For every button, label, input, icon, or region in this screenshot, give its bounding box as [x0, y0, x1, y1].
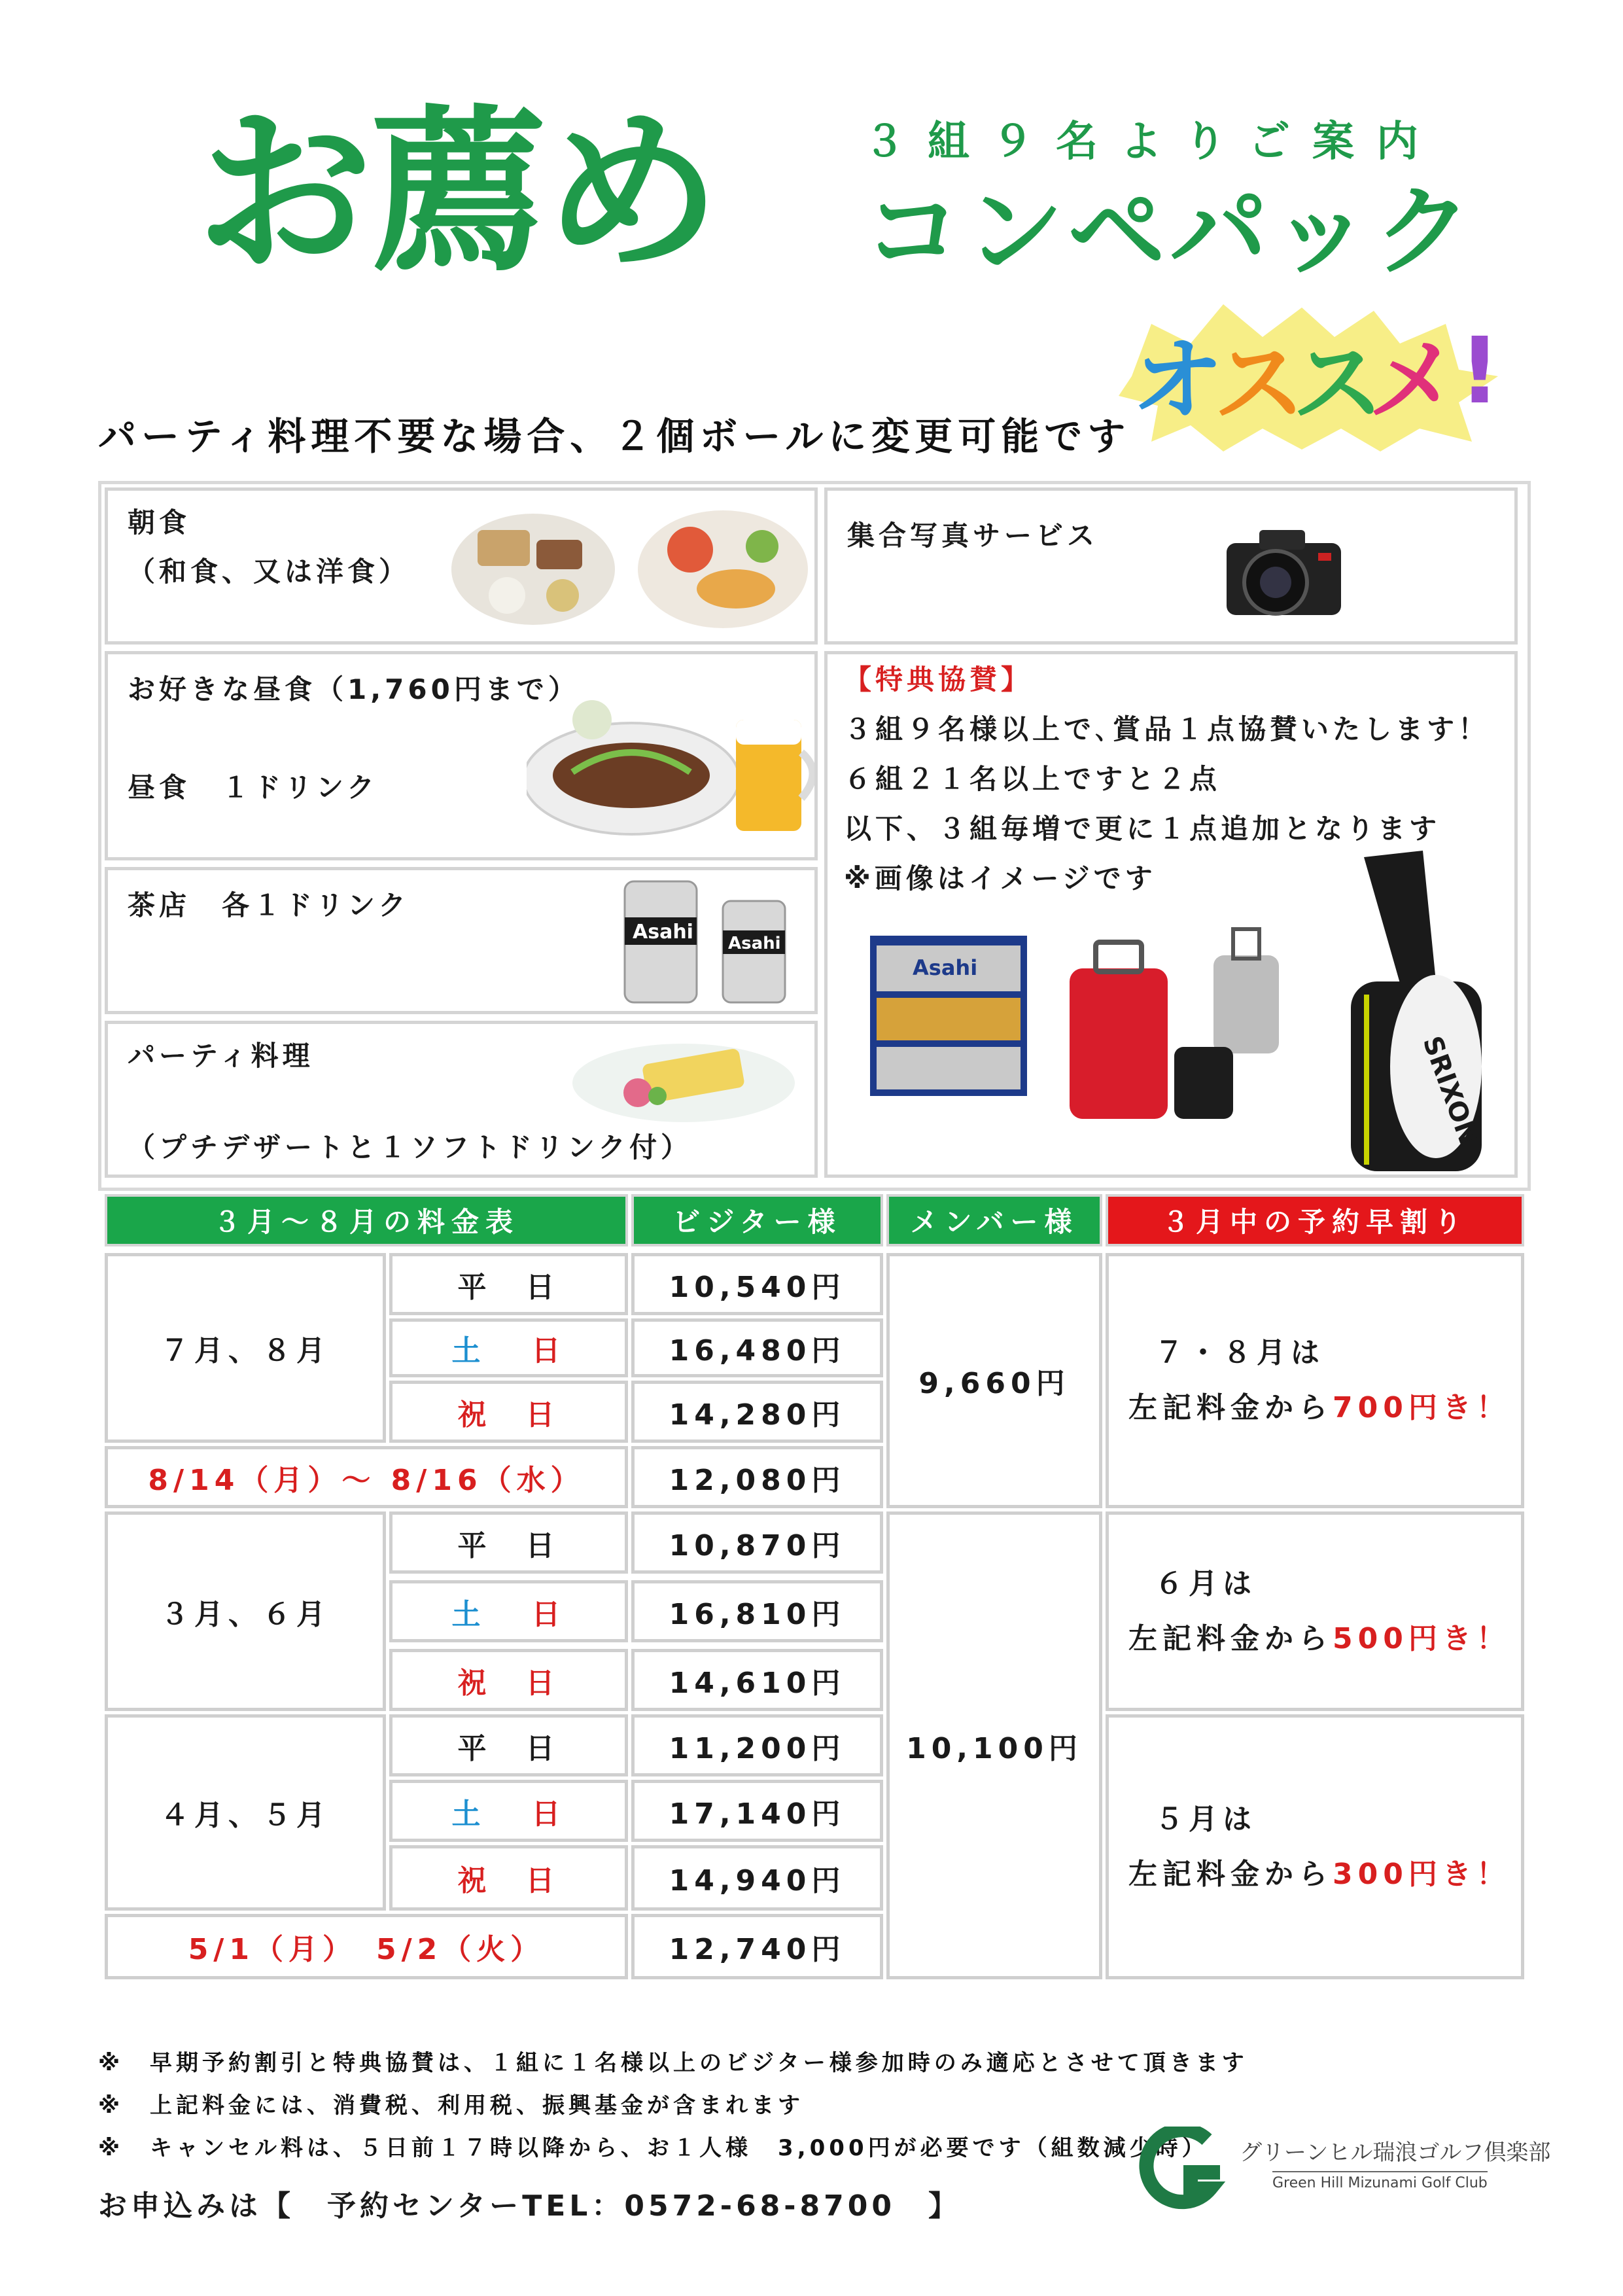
reservation-contact: お申込みは【 予約センターTEL：0572-68-8700 】 — [98, 2189, 962, 2223]
member-price-g23: 10,100円 — [886, 1511, 1102, 1979]
beer-cans-icon — [612, 878, 801, 1009]
price-weekday-g2: 10,870円 — [631, 1511, 883, 1574]
price-saturday-g3: 17,140円 — [631, 1780, 883, 1842]
months-apr-may: ４月、５月 — [105, 1714, 386, 1911]
photo-service-label: 集合写真サービス — [847, 520, 1099, 552]
header-visitor: ビジター様 — [631, 1194, 883, 1246]
lunch-panel — [105, 651, 818, 860]
early-g2-line1: ６月は — [1155, 1566, 1257, 1600]
early-discount-g1 — [1106, 1253, 1524, 1508]
party-note: （プチデザートと１ソフトドリンク付） — [128, 1131, 693, 1163]
breakfast-note: （和食、又は洋食） — [128, 556, 411, 588]
page-title: お薦め — [196, 90, 718, 296]
early-g3-line2: 左記料金から300円き！ — [1128, 1857, 1510, 1891]
months-mar-jun: ３月、６月 — [105, 1511, 386, 1711]
member-price-g1: 9,660円 — [886, 1253, 1102, 1508]
breakfast-photo-icon — [448, 504, 814, 635]
svg-text:ス: ス — [1292, 331, 1384, 438]
holiday-label-g2: 祝 日 — [389, 1649, 628, 1711]
sponsor-line-2: ６組２１名以上ですと２点 — [844, 763, 1221, 795]
note-early-discount: ※ 早期予約割引と特典協賛は、１組に１名様以上のビジター様参加時のみ適応とさせて頂きます — [98, 2050, 1248, 2076]
club-name-en: Green Hill Mizunami Golf Club — [1272, 2171, 1488, 2191]
weekday-label-g2: 平 日 — [389, 1511, 628, 1574]
saturday-label-g1: 土 日 — [389, 1318, 628, 1377]
party-label: パーティ料理 — [128, 1040, 314, 1072]
early-g1-line1: ７・８月は — [1155, 1336, 1325, 1370]
early-g3-line1: ５月は — [1155, 1802, 1257, 1836]
suitcases-icon — [1056, 916, 1292, 1125]
early-discount-g3 — [1106, 1714, 1524, 1979]
camera-icon — [1220, 517, 1351, 622]
lunch-photo-icon — [527, 694, 814, 851]
sponsor-line-3: 以下、３組毎増で更に１点追加となります — [844, 813, 1441, 845]
lunch-drink-label: 昼食 １ドリンク — [128, 771, 379, 804]
price-special-may: 12,740円 — [631, 1914, 883, 1979]
price-weekday-g3: 11,200円 — [631, 1714, 883, 1776]
teahouse-panel — [105, 867, 818, 1014]
dessert-photo-icon — [566, 1031, 801, 1129]
photo-service-panel — [824, 487, 1518, 645]
note-cancellation: ※ キャンセル料は、５日前１７時以降から、お１人様 3,000円が必要です（組数減少時） — [98, 2135, 1208, 2161]
price-saturday-g2: 16,810円 — [631, 1580, 883, 1642]
svg-text:メ: メ — [1367, 328, 1459, 434]
price-holiday-g3: 14,940円 — [631, 1845, 883, 1911]
early-discount-g2 — [1106, 1511, 1524, 1711]
months-jul-aug: ７月、８月 — [105, 1253, 386, 1443]
sponsor-title: 【特典協賛】 — [844, 663, 1033, 696]
group-min-note: ３組９名よりご案内 — [864, 118, 1440, 166]
special-dates-aug: 8/14（月）～ 8/16（水） — [105, 1446, 628, 1508]
price-holiday-g2: 14,610円 — [631, 1649, 883, 1711]
asahi-logo-2: Asahi — [728, 934, 781, 953]
weekday-label-g3: 平 日 — [389, 1714, 628, 1776]
teahouse-label: 茶店 各１ドリンク — [128, 889, 410, 921]
early-g2-line2: 左記料金から500円き！ — [1128, 1621, 1510, 1655]
saturday-label-g3: 土 日 — [389, 1780, 628, 1842]
club-logo-icon — [1128, 2127, 1233, 2212]
price-saturday-g1: 16,480円 — [631, 1318, 883, 1377]
holiday-label-g1: 祝 日 — [389, 1381, 628, 1443]
party-panel — [105, 1021, 818, 1178]
asahi-logo-1: Asahi — [633, 921, 693, 944]
sponsor-line-4: ※画像はイメージです — [844, 862, 1157, 894]
header-price-table: ３月～８月の料金表 — [105, 1194, 628, 1246]
special-dates-may: 5/1（月） 5/2（火） — [105, 1914, 628, 1979]
sponsor-panel — [824, 651, 1518, 1178]
golf-bag-icon — [1325, 851, 1508, 1178]
breakfast-panel — [105, 487, 818, 645]
lunch-label: お好きな昼食（1,760円まで） — [128, 673, 580, 705]
header-member: メンバー様 — [886, 1194, 1102, 1246]
note-taxes: ※ 上記料金には、消費税、利用税、振興基金が含まれます — [98, 2093, 805, 2119]
svg-text:ス: ス — [1213, 331, 1306, 438]
lead-note: パーティ料理不要な場合、２個ボールに変更可能です — [98, 414, 1131, 459]
sponsor-line-1: ３組９名様以上で､賞品１点協賛いたします！ — [844, 713, 1490, 745]
early-g1-line2: 左記料金から700円き！ — [1128, 1391, 1510, 1424]
svg-text:オ: オ — [1132, 328, 1224, 434]
price-holiday-g1: 14,280円 — [631, 1381, 883, 1443]
osusume-badge — [1106, 298, 1511, 455]
club-name-jp: グリーンヒル瑞浪ゴルフ倶楽部 — [1240, 2140, 1551, 2166]
saturday-label-g2: 土 日 — [389, 1580, 628, 1642]
price-weekday-g1: 10,540円 — [631, 1253, 883, 1315]
breakfast-title: 朝食 — [128, 506, 191, 539]
svg-text:!: ! — [1459, 318, 1501, 425]
package-title: コンペパック — [864, 175, 1476, 289]
price-special-aug: 12,080円 — [631, 1446, 883, 1508]
weekday-label-g1: 平 日 — [389, 1253, 628, 1315]
beer-gift-set-icon — [867, 929, 1030, 1099]
srixon-logo: SRIXON — [1416, 1032, 1484, 1148]
gift-asahi-logo: Asahi — [913, 955, 978, 980]
holiday-label-g3: 祝 日 — [389, 1845, 628, 1911]
header-early-discount: ３月中の予約早割り — [1106, 1194, 1524, 1246]
